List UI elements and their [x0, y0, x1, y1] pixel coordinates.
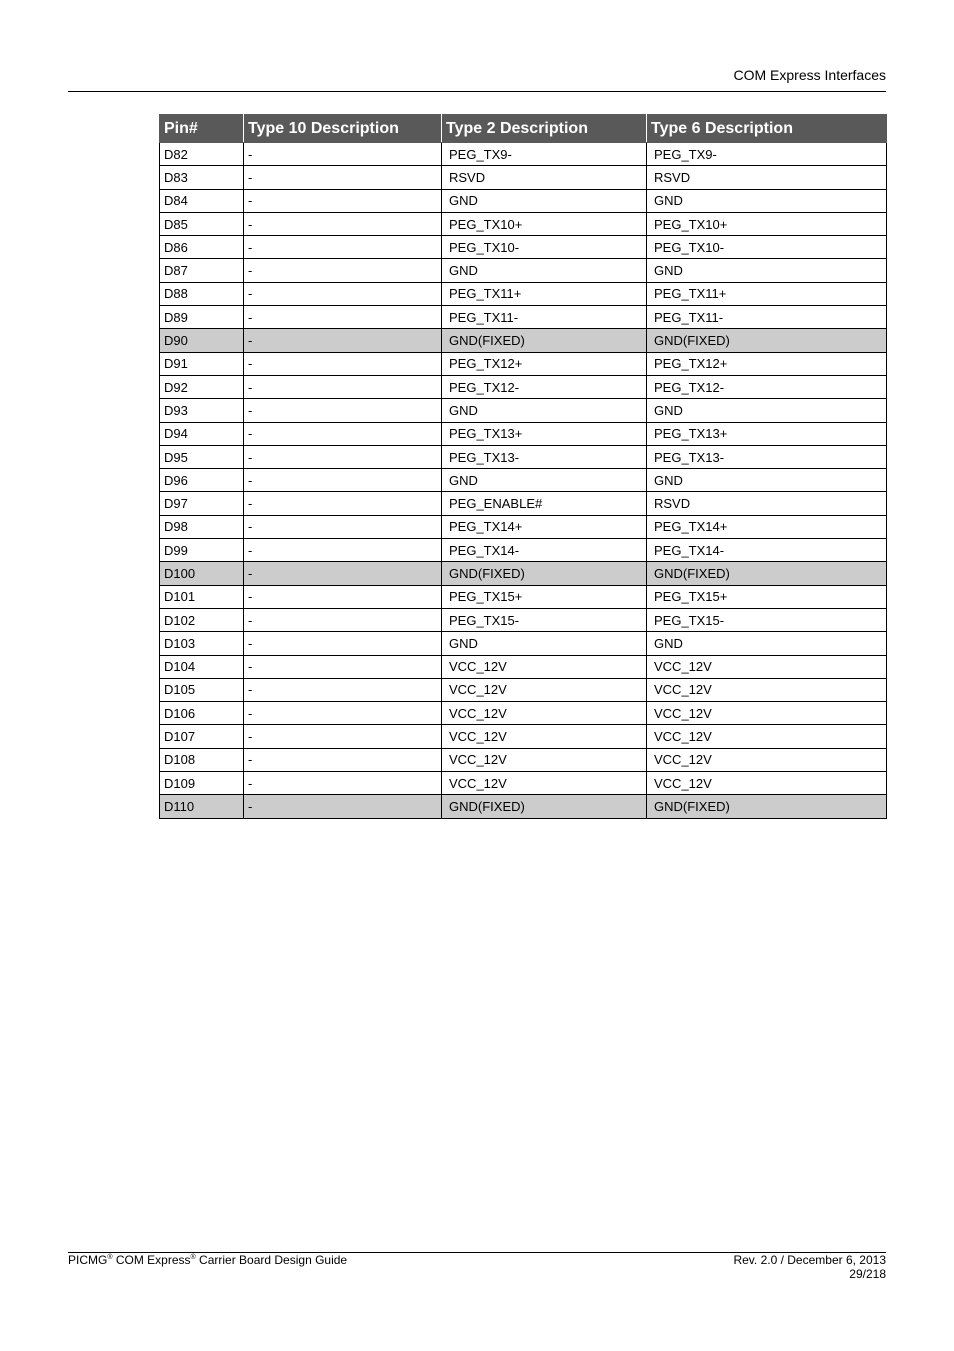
cell-pin: D101	[160, 585, 244, 608]
column-header-pin: Pin#	[160, 115, 244, 143]
cell-type2: PEG_TX11-	[442, 306, 647, 329]
table-row	[160, 352, 887, 375]
cell-pin: D84	[160, 189, 244, 212]
table-row	[160, 259, 887, 282]
cell-type10: -	[244, 259, 442, 282]
cell-type2: GND(FIXED)	[442, 795, 647, 818]
footer-doc-title	[68, 1253, 347, 1267]
cell-type2: PEG_TX13-	[442, 445, 647, 468]
table-row	[160, 166, 887, 189]
cell-pin: D98	[160, 515, 244, 538]
cell-type6: PEG_TX15-	[647, 608, 887, 631]
cell-pin: D105	[160, 678, 244, 701]
cell-type2: PEG_TX15+	[442, 585, 647, 608]
cell-type10: -	[244, 236, 442, 259]
cell-type2: PEG_TX12+	[442, 352, 647, 375]
cell-type6: PEG_TX12+	[647, 352, 887, 375]
cell-type2: GND	[442, 632, 647, 655]
cell-type2: GND	[442, 189, 647, 212]
cell-type6: GND	[647, 259, 887, 282]
cell-type2: GND	[442, 259, 647, 282]
table-row	[160, 608, 887, 631]
table-row	[160, 329, 887, 352]
column-header-type2: Type 2 Description	[442, 115, 647, 143]
column-header-type6: Type 6 Description	[647, 115, 887, 143]
cell-type10: -	[244, 492, 442, 515]
cell-type6: VCC_12V	[647, 702, 887, 725]
cell-pin: D93	[160, 399, 244, 422]
cell-pin: D104	[160, 655, 244, 678]
column-header-type10: Type 10 Description	[244, 115, 442, 143]
cell-pin: D95	[160, 445, 244, 468]
cell-type10: -	[244, 608, 442, 631]
cell-type2: GND	[442, 399, 647, 422]
cell-type10: -	[244, 212, 442, 235]
table-row	[160, 748, 887, 771]
cell-type6: GND(FIXED)	[647, 795, 887, 818]
cell-type2: PEG_TX9-	[442, 143, 647, 166]
cell-type10: -	[244, 702, 442, 725]
table-row	[160, 655, 887, 678]
cell-type2: GND	[442, 469, 647, 492]
cell-type2: GND(FIXED)	[442, 329, 647, 352]
cell-type6: GND	[647, 469, 887, 492]
cell-type6: VCC_12V	[647, 678, 887, 701]
cell-pin: D85	[160, 212, 244, 235]
footer-com-express: COM Express	[112, 1253, 191, 1267]
pin-table	[159, 114, 887, 819]
cell-type2: GND(FIXED)	[442, 562, 647, 585]
footer-revision-block	[733, 1253, 886, 1281]
table-row	[160, 702, 887, 725]
cell-type10: -	[244, 585, 442, 608]
cell-pin: D91	[160, 352, 244, 375]
cell-type10: -	[244, 306, 442, 329]
cell-type6: GND	[647, 399, 887, 422]
footer-picmg: PICMG	[68, 1253, 108, 1267]
cell-type10: -	[244, 422, 442, 445]
table-row	[160, 725, 887, 748]
footer-revision: Rev. 2.0 / December 6, 2013	[733, 1253, 886, 1267]
table-row	[160, 422, 887, 445]
cell-pin: D96	[160, 469, 244, 492]
cell-type6: RSVD	[647, 166, 887, 189]
cell-type2: VCC_12V	[442, 772, 647, 795]
cell-type6: PEG_TX13-	[647, 445, 887, 468]
page-header-title: COM Express Interfaces	[733, 67, 886, 83]
cell-type6: PEG_TX12-	[647, 375, 887, 398]
cell-pin: D83	[160, 166, 244, 189]
table-row	[160, 562, 887, 585]
cell-type6: GND	[647, 632, 887, 655]
table-row	[160, 772, 887, 795]
cell-type2: PEG_TX10-	[442, 236, 647, 259]
table-row	[160, 399, 887, 422]
cell-pin: D108	[160, 748, 244, 771]
cell-type6: PEG_TX11-	[647, 306, 887, 329]
cell-type2: PEG_ENABLE#	[442, 492, 647, 515]
cell-type6: PEG_TX13+	[647, 422, 887, 445]
table-row	[160, 306, 887, 329]
table-row	[160, 189, 887, 212]
registered-mark: ®	[107, 1254, 113, 1261]
cell-type2: VCC_12V	[442, 748, 647, 771]
cell-type2: PEG_TX15-	[442, 608, 647, 631]
cell-type10: -	[244, 678, 442, 701]
cell-pin: D103	[160, 632, 244, 655]
footer-page-number: 29/218	[849, 1267, 886, 1281]
cell-type2: VCC_12V	[442, 725, 647, 748]
cell-type6: VCC_12V	[647, 772, 887, 795]
cell-pin: D90	[160, 329, 244, 352]
cell-type2: PEG_TX13+	[442, 422, 647, 445]
cell-type6: GND	[647, 189, 887, 212]
cell-type6: PEG_TX14-	[647, 539, 887, 562]
registered-mark: ®	[190, 1254, 196, 1261]
table-row	[160, 236, 887, 259]
table-row	[160, 678, 887, 701]
cell-type6: PEG_TX9-	[647, 143, 887, 166]
cell-type10: -	[244, 189, 442, 212]
cell-type6: PEG_TX14+	[647, 515, 887, 538]
table-row	[160, 212, 887, 235]
cell-type6: PEG_TX11+	[647, 282, 887, 305]
cell-type6: GND(FIXED)	[647, 329, 887, 352]
cell-type6: PEG_TX10+	[647, 212, 887, 235]
cell-type10: -	[244, 143, 442, 166]
cell-type10: -	[244, 515, 442, 538]
cell-type2: RSVD	[442, 166, 647, 189]
cell-type10: -	[244, 772, 442, 795]
cell-type10: -	[244, 562, 442, 585]
cell-type2: VCC_12V	[442, 678, 647, 701]
cell-pin: D109	[160, 772, 244, 795]
cell-type2: PEG_TX12-	[442, 375, 647, 398]
cell-type10: -	[244, 445, 442, 468]
cell-type10: -	[244, 655, 442, 678]
table-row	[160, 515, 887, 538]
cell-type2: PEG_TX14-	[442, 539, 647, 562]
cell-pin: D110	[160, 795, 244, 818]
cell-pin: D88	[160, 282, 244, 305]
cell-type10: -	[244, 632, 442, 655]
cell-type10: -	[244, 352, 442, 375]
cell-pin: D100	[160, 562, 244, 585]
cell-type2: PEG_TX14+	[442, 515, 647, 538]
table-row	[160, 375, 887, 398]
cell-type2: VCC_12V	[442, 702, 647, 725]
cell-type10: -	[244, 166, 442, 189]
cell-type6: RSVD	[647, 492, 887, 515]
cell-pin: D94	[160, 422, 244, 445]
cell-pin: D82	[160, 143, 244, 166]
table-row	[160, 282, 887, 305]
cell-pin: D99	[160, 539, 244, 562]
table-row	[160, 445, 887, 468]
cell-type6: VCC_12V	[647, 655, 887, 678]
table-row	[160, 539, 887, 562]
cell-type10: -	[244, 399, 442, 422]
cell-type6: GND(FIXED)	[647, 562, 887, 585]
table-row	[160, 632, 887, 655]
header-rule	[68, 91, 886, 92]
footer-guide-title: Carrier Board Design Guide	[195, 1253, 348, 1267]
cell-type10: -	[244, 795, 442, 818]
cell-type10: -	[244, 329, 442, 352]
cell-type6: PEG_TX10-	[647, 236, 887, 259]
cell-pin: D87	[160, 259, 244, 282]
cell-type10: -	[244, 725, 442, 748]
cell-type6: VCC_12V	[647, 748, 887, 771]
table-header-row	[160, 115, 887, 143]
cell-pin: D102	[160, 608, 244, 631]
cell-type2: PEG_TX11+	[442, 282, 647, 305]
table-row	[160, 585, 887, 608]
cell-type2: PEG_TX10+	[442, 212, 647, 235]
table-row	[160, 795, 887, 818]
cell-pin: D89	[160, 306, 244, 329]
table-row	[160, 143, 887, 166]
cell-pin: D107	[160, 725, 244, 748]
cell-pin: D92	[160, 375, 244, 398]
cell-type10: -	[244, 469, 442, 492]
cell-type6: VCC_12V	[647, 725, 887, 748]
cell-type6: PEG_TX15+	[647, 585, 887, 608]
cell-pin: D106	[160, 702, 244, 725]
cell-type10: -	[244, 748, 442, 771]
cell-type10: -	[244, 375, 442, 398]
cell-type2: VCC_12V	[442, 655, 647, 678]
cell-pin: D97	[160, 492, 244, 515]
cell-type10: -	[244, 539, 442, 562]
cell-pin: D86	[160, 236, 244, 259]
table-row	[160, 469, 887, 492]
cell-type10: -	[244, 282, 442, 305]
table-row	[160, 492, 887, 515]
